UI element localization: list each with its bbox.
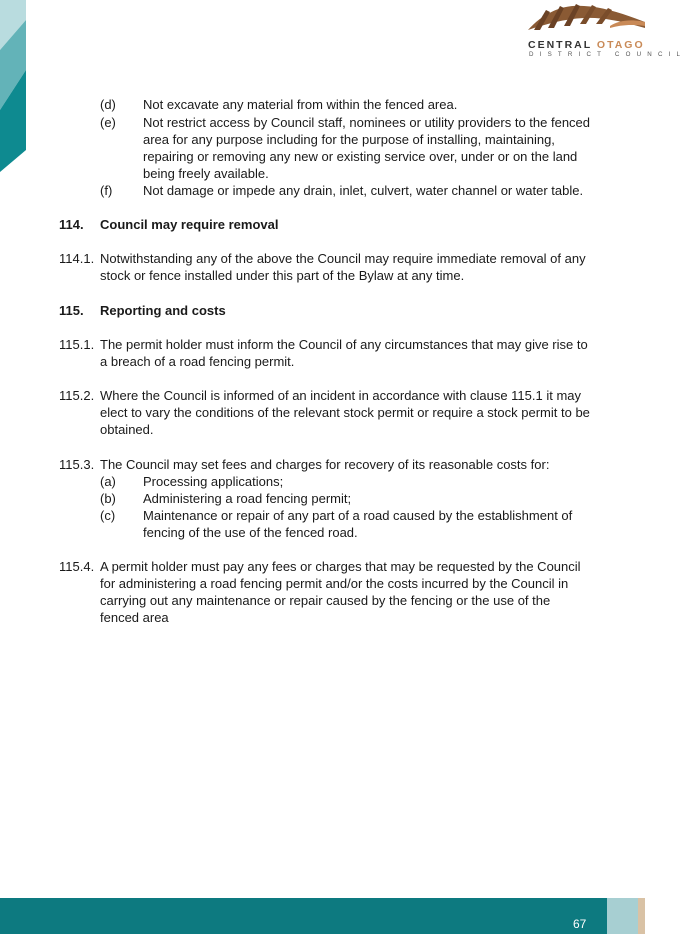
- section-number: 115.: [59, 303, 84, 318]
- item-text: Processing applications;: [143, 474, 284, 489]
- item-text: Not excavate any material from within the fenced area.: [143, 97, 458, 112]
- footer-accent-light: [607, 898, 638, 934]
- clause-text: Where the Council is informed of an incident in accordance with clause 115.1 it may elect to vary the conditions of the relevant stock permit or require a stock permit to be obtained.: [100, 388, 590, 437]
- clause-text: A permit holder must pay any fees or charges that may be requested by the Council for administering a road fencing permit and/or the costs incurred by the Council in carrying out any maintenance or repair caused by the fencing or the use of the fenced area: [100, 559, 581, 625]
- logo-wordmark: [528, 39, 645, 51]
- item-text: Maintenance or repair of any part of a road caused by the establishment of fencing of the use of the fenced road.: [143, 508, 573, 540]
- item-marker: (d): [100, 97, 116, 112]
- footer-accent-tan: [638, 898, 645, 934]
- clause-text: Notwithstanding any of the above the Council may require immediate removal of any stock or fence installed under this part of the Bylaw at any time.: [100, 251, 586, 283]
- item-marker: (f): [100, 183, 113, 198]
- logo-subtitle: DISTRICT COUNCIL: [529, 51, 686, 58]
- clause-number: 115.1.: [59, 337, 95, 352]
- item-text: Not damage or impede any drain, inlet, culvert, water channel or water table.: [143, 183, 584, 198]
- item-text: Administering a road fencing permit;: [143, 491, 352, 506]
- item-marker: (b): [100, 491, 116, 506]
- item-text: Not restrict access by Council staff, nominees or utility providers to the fenced area for any purpose including for the purpose of installing, maintaining, repairing or removing any new or existing service over, under or on the land being freely available.: [143, 115, 591, 181]
- footer-band: [0, 898, 645, 934]
- item-marker: (e): [100, 115, 116, 130]
- clause-number: 114.1.: [59, 251, 95, 266]
- item-marker: (a): [100, 474, 116, 489]
- side-decoration: [0, 0, 26, 180]
- logo-word-central: CENTRAL: [528, 39, 592, 51]
- item-marker: (c): [100, 508, 116, 523]
- section-number: 114.: [59, 217, 84, 232]
- page-number: 67: [573, 917, 587, 931]
- logo-word-otago: OTAGO: [596, 39, 645, 51]
- clause-number: 115.3.: [59, 457, 95, 472]
- clause-number: 115.2.: [59, 388, 95, 403]
- section-title: Council may require removal: [100, 217, 279, 232]
- clause-text: The permit holder must inform the Council of any circumstances that may give rise to a breach of a road fencing permit.: [100, 337, 588, 369]
- section-title: Reporting and costs: [100, 303, 226, 318]
- clause-number: 115.4.: [59, 559, 95, 574]
- clause-text: The Council may set fees and charges for recovery of its reasonable costs for:: [100, 457, 550, 472]
